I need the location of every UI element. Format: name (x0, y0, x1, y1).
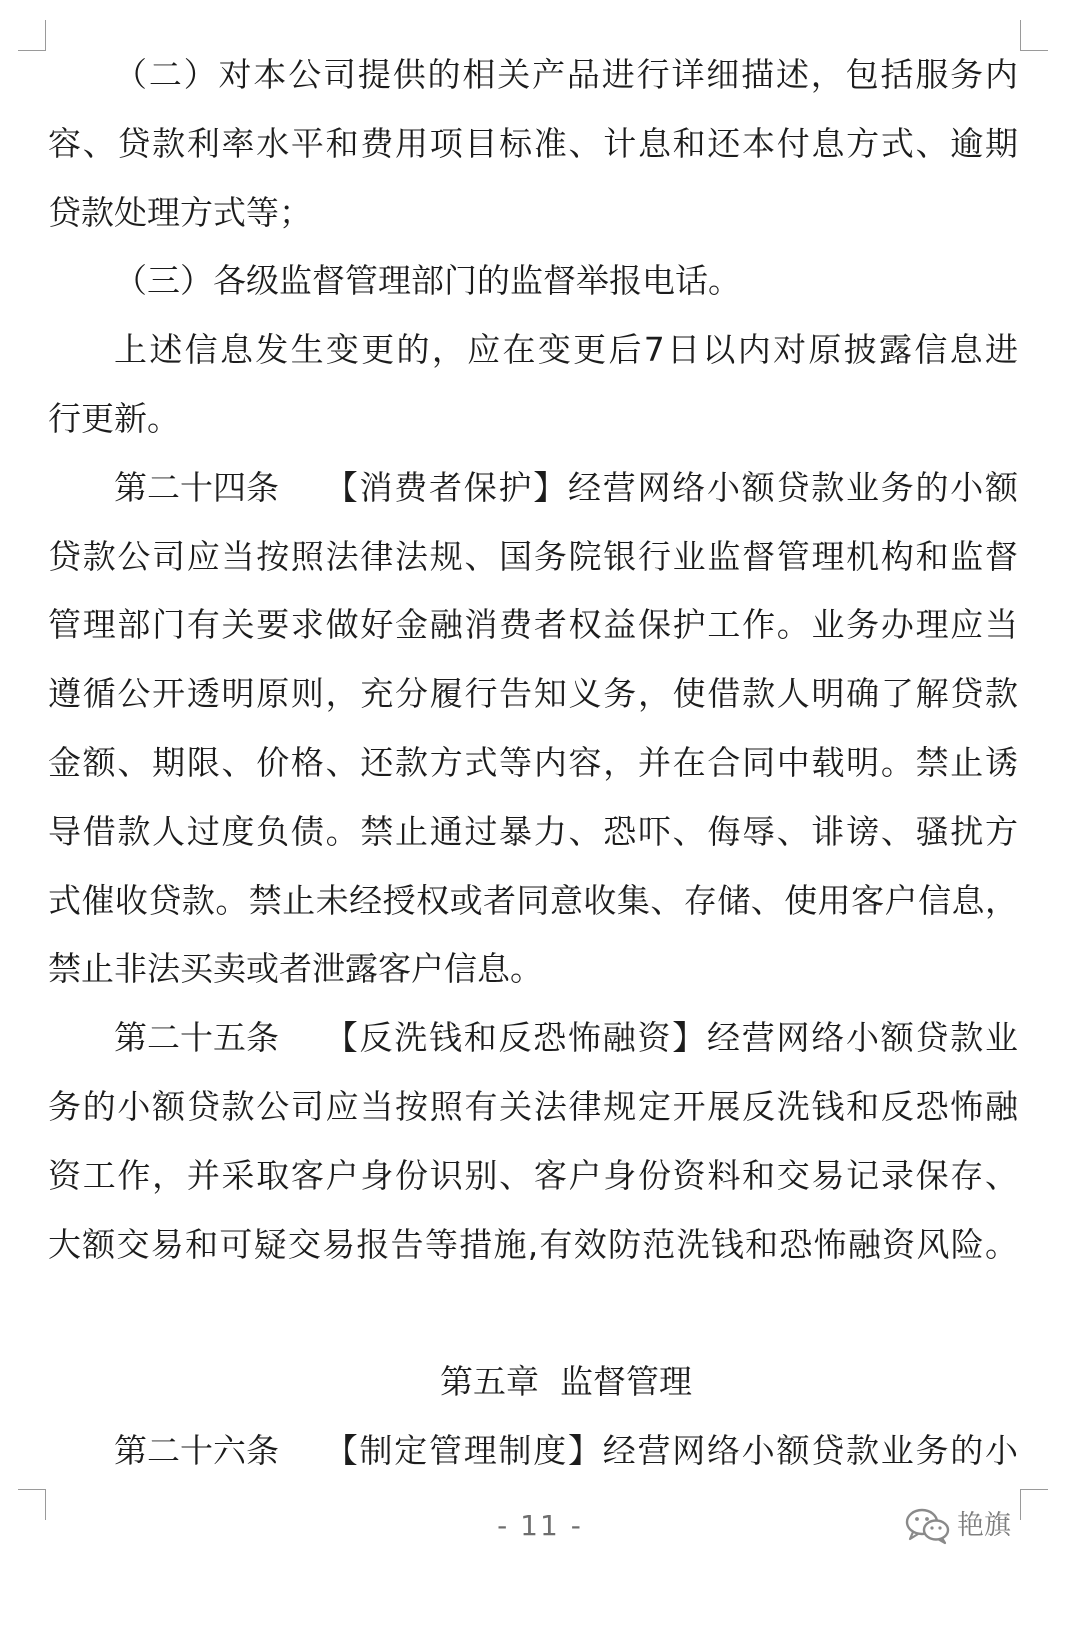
text-line: 大额交易和可疑交易报告等措施,有效防范洗钱和恐怖融资风险。 (48, 1224, 1018, 1264)
article-heading-line (48, 1004, 1018, 1073)
crop-mark-top-left (18, 20, 46, 51)
article-number: 第二十五条 (114, 1018, 279, 1058)
article-24 (48, 454, 1018, 1004)
paragraph-item-2 (48, 41, 1018, 247)
text-segment: 经营网络小额贷款业务的小额 (568, 467, 1018, 507)
article-title: 【反洗钱和反恐怖融资】 (323, 1018, 707, 1058)
text-line: 金额、期限、价格、还款方式等内容，并在合同中载明。禁止诱 (48, 742, 1018, 782)
text-line: 导借款人过度负债。禁止通过暴力、恐吓、侮辱、诽谤、骚扰方 (48, 811, 1018, 851)
watermark-text: 艳旗 (957, 1510, 1011, 1541)
text-line: 上述信息发生变更的，应在变更后7日以内对原披露信息进 (114, 330, 1018, 370)
text-line: 资工作，并采取客户身份识别、客户身份资料和交易记录保存、 (48, 1155, 1018, 1195)
text-line: （二）对本公司提供的相关产品进行详细描述，包括服务内 (114, 55, 1018, 94)
text-line: 遵循公开透明原则，充分履行告知义务，使借款人明确了解贷款 (48, 674, 1018, 714)
watermark (905, 1504, 1011, 1548)
text-line: 行更新。 (48, 398, 180, 438)
text-line: 管理部门有关要求做好金融消费者权益保护工作。业务办理应当 (48, 605, 1018, 645)
text-line: 容、贷款利率水平和费用项目标准、计息和还本付息方式、逾期 (48, 123, 1018, 163)
article-heading-line (48, 454, 1018, 523)
text-line: 式催收贷款。禁止未经授权或者同意收集、存储、使用客户信息， (48, 880, 1018, 920)
text-line: 贷款公司应当按照法律法规、国务院银行业监督管理机构和监督 (48, 536, 1018, 576)
text-line: 禁止非法买卖或者泄露客户信息。 (48, 949, 543, 989)
blank-line (48, 1279, 1018, 1348)
article-title: 【制定管理制度】 (323, 1430, 603, 1470)
article-26 (48, 1417, 1018, 1486)
article-25 (48, 1004, 1018, 1279)
text-segment: 经营网络小额贷款业务的小 (602, 1430, 1018, 1470)
text-line: 贷款处理方式等； (48, 192, 312, 232)
text-line: 务的小额贷款公司应当按照有关法律规定开展反洗钱和反恐怖融 (48, 1086, 1018, 1126)
paragraph-item-3 (48, 247, 1018, 316)
paragraph-update-note (48, 316, 1018, 454)
article-number: 第二十六条 (114, 1430, 279, 1470)
chapter-heading: 第五章 监督管理 (440, 1362, 692, 1402)
wechat-icon (905, 1507, 951, 1545)
page-number: - 11 - (497, 1509, 583, 1542)
text-segment: 经营网络小额贷款业 (707, 1018, 1018, 1058)
article-number: 第二十四条 (114, 467, 279, 507)
document-body (48, 41, 1018, 1486)
article-heading-line (48, 1417, 1018, 1486)
article-title: 【消费者保护】 (323, 467, 568, 507)
text-line: （三）各级监督管理部门的监督举报电话。 (114, 261, 741, 301)
crop-mark-top-right (1020, 20, 1048, 51)
